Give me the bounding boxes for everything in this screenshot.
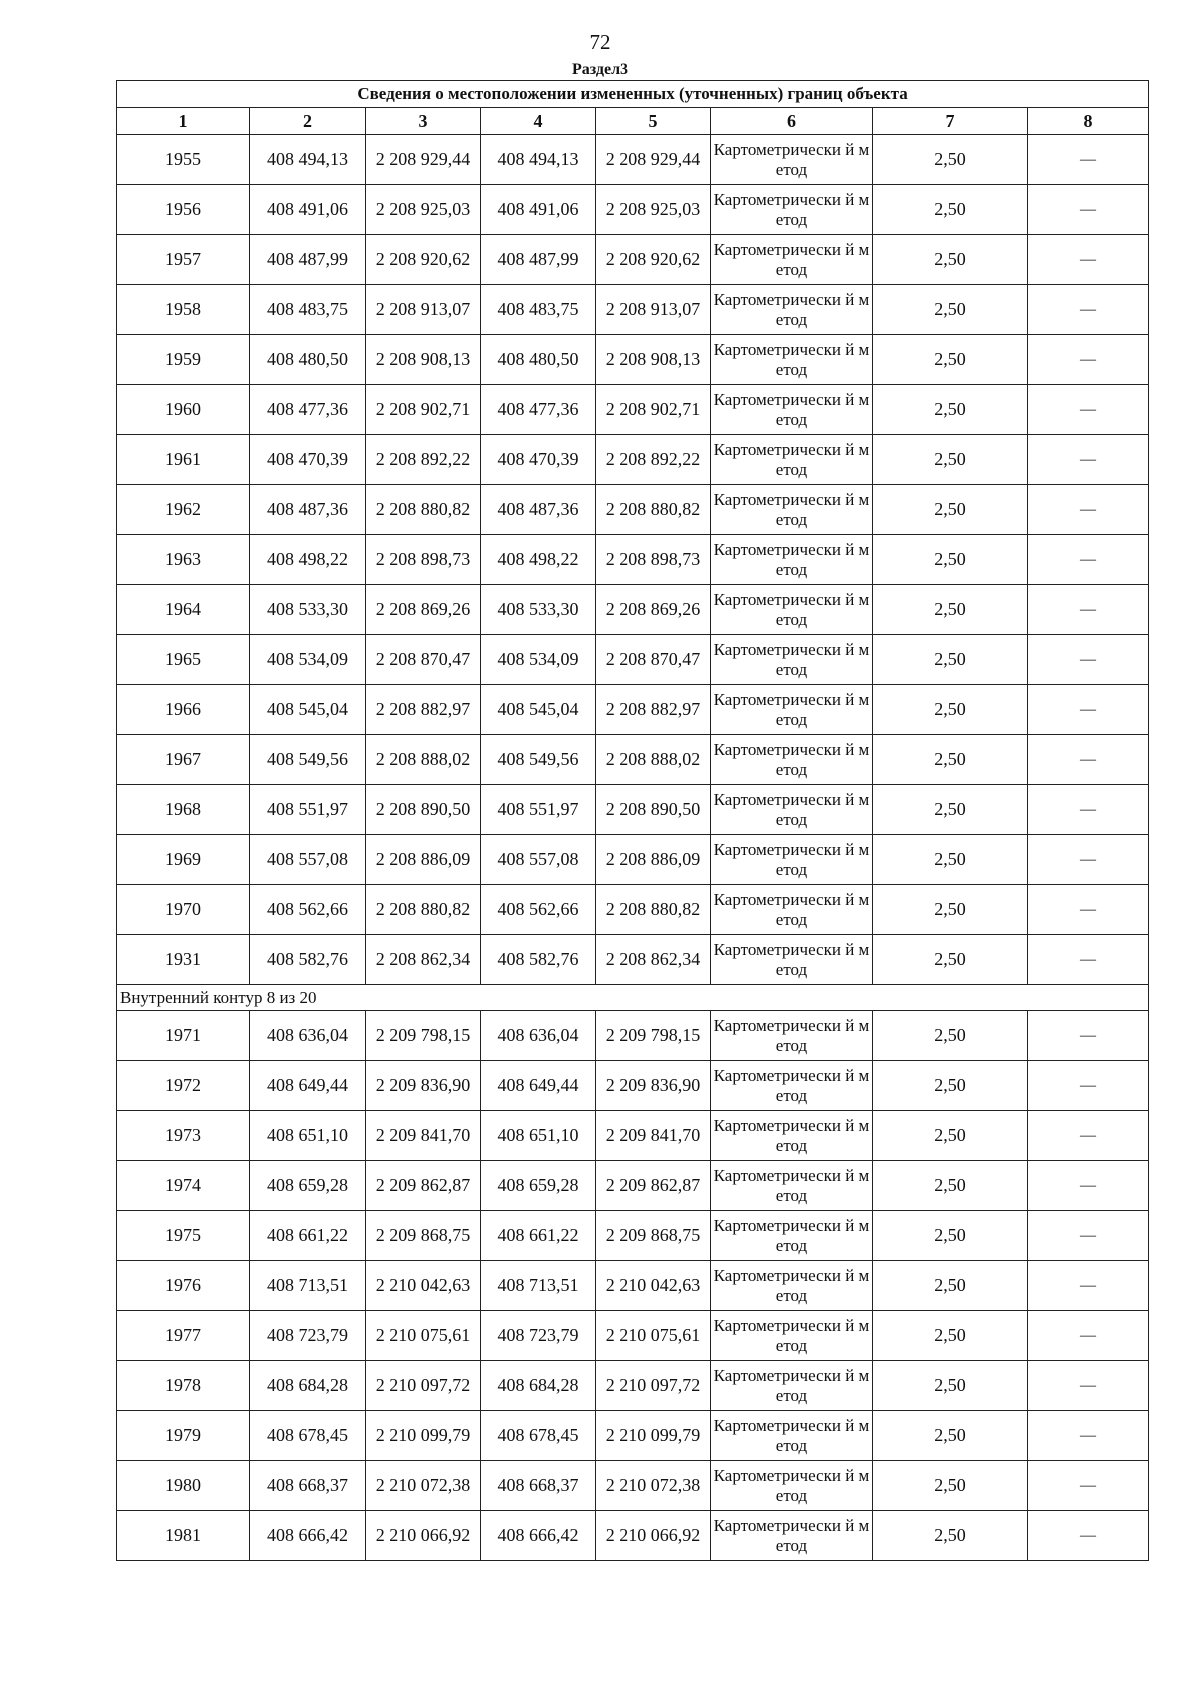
point-number-cell: 1967 <box>117 735 250 785</box>
x-existing-cell: 408 713,51 <box>250 1261 366 1311</box>
accuracy-cell: 2,50 <box>873 1411 1028 1461</box>
y-new-cell: 2 208 882,97 <box>596 685 711 735</box>
y-existing-cell: 2 208 862,34 <box>366 935 481 985</box>
y-existing-cell: 2 208 890,50 <box>366 785 481 835</box>
y-existing-cell: 2 210 066,92 <box>366 1511 481 1561</box>
x-new-cell: 408 487,36 <box>481 485 596 535</box>
table-row <box>117 435 1149 485</box>
table-row <box>117 1411 1149 1461</box>
x-new-cell: 408 483,75 <box>481 285 596 335</box>
y-new-cell: 2 210 075,61 <box>596 1311 711 1361</box>
method-cell: Картометрически й метод <box>711 485 873 535</box>
x-existing-cell: 408 494,13 <box>250 135 366 185</box>
accuracy-cell: 2,50 <box>873 385 1028 435</box>
point-number-cell: 1970 <box>117 885 250 935</box>
y-new-cell: 2 210 099,79 <box>596 1411 711 1461</box>
x-existing-cell: 408 487,99 <box>250 235 366 285</box>
point-number-cell: 1956 <box>117 185 250 235</box>
x-existing-cell: 408 678,45 <box>250 1411 366 1461</box>
x-new-cell: 408 723,79 <box>481 1311 596 1361</box>
description-cell: — <box>1028 735 1149 785</box>
description-cell: — <box>1028 1411 1149 1461</box>
x-new-cell: 408 636,04 <box>481 1011 596 1061</box>
y-new-cell: 2 208 902,71 <box>596 385 711 435</box>
point-number-cell: 1963 <box>117 535 250 585</box>
y-new-cell: 2 208 862,34 <box>596 935 711 985</box>
method-cell: Картометрически й метод <box>711 1011 873 1061</box>
y-existing-cell: 2 208 929,44 <box>366 135 481 185</box>
description-cell: — <box>1028 1511 1149 1561</box>
accuracy-cell: 2,50 <box>873 535 1028 585</box>
y-new-cell: 2 208 898,73 <box>596 535 711 585</box>
y-new-cell: 2 208 913,07 <box>596 285 711 335</box>
y-new-cell: 2 209 862,87 <box>596 1161 711 1211</box>
accuracy-cell: 2,50 <box>873 635 1028 685</box>
column-header: 2 <box>250 108 366 135</box>
table-row <box>117 935 1149 985</box>
y-existing-cell: 2 210 042,63 <box>366 1261 481 1311</box>
x-existing-cell: 408 498,22 <box>250 535 366 585</box>
table-body <box>117 135 1149 1561</box>
point-number-cell: 1977 <box>117 1311 250 1361</box>
y-existing-cell: 2 209 862,87 <box>366 1161 481 1211</box>
x-existing-cell: 408 562,66 <box>250 885 366 935</box>
table-row <box>117 835 1149 885</box>
description-cell: — <box>1028 1461 1149 1511</box>
y-new-cell: 2 209 798,15 <box>596 1011 711 1061</box>
y-new-cell: 2 208 892,22 <box>596 435 711 485</box>
x-new-cell: 408 498,22 <box>481 535 596 585</box>
accuracy-cell: 2,50 <box>873 1061 1028 1111</box>
x-existing-cell: 408 636,04 <box>250 1011 366 1061</box>
page-number: 72 <box>589 30 611 54</box>
x-existing-cell: 408 477,36 <box>250 385 366 435</box>
point-number-cell: 1968 <box>117 785 250 835</box>
y-new-cell: 2 208 869,26 <box>596 585 711 635</box>
accuracy-cell: 2,50 <box>873 235 1028 285</box>
accuracy-cell: 2,50 <box>873 835 1028 885</box>
method-cell: Картометрически й метод <box>711 835 873 885</box>
x-new-cell: 408 562,66 <box>481 885 596 935</box>
y-existing-cell: 2 208 880,82 <box>366 485 481 535</box>
method-cell: Картометрически й метод <box>711 585 873 635</box>
column-header: 4 <box>481 108 596 135</box>
description-cell: — <box>1028 485 1149 535</box>
y-existing-cell: 2 209 868,75 <box>366 1211 481 1261</box>
method-cell: Картометрически й метод <box>711 685 873 735</box>
y-new-cell: 2 208 929,44 <box>596 135 711 185</box>
column-header: 6 <box>711 108 873 135</box>
description-cell: — <box>1028 685 1149 735</box>
description-cell: — <box>1028 1111 1149 1161</box>
y-new-cell: 2 209 868,75 <box>596 1211 711 1261</box>
table-row <box>117 285 1149 335</box>
x-new-cell: 408 666,42 <box>481 1511 596 1561</box>
point-number-cell: 1965 <box>117 635 250 685</box>
y-new-cell: 2 208 908,13 <box>596 335 711 385</box>
point-number-cell: 1964 <box>117 585 250 635</box>
description-cell: — <box>1028 435 1149 485</box>
x-new-cell: 408 678,45 <box>481 1411 596 1461</box>
x-new-cell: 408 480,50 <box>481 335 596 385</box>
point-number-cell: 1957 <box>117 235 250 285</box>
table-row <box>117 585 1149 635</box>
x-new-cell: 408 494,13 <box>481 135 596 185</box>
x-existing-cell: 408 582,76 <box>250 935 366 985</box>
x-new-cell: 408 470,39 <box>481 435 596 485</box>
table-row <box>117 1261 1149 1311</box>
y-existing-cell: 2 209 841,70 <box>366 1111 481 1161</box>
accuracy-cell: 2,50 <box>873 1461 1028 1511</box>
y-new-cell: 2 208 880,82 <box>596 485 711 535</box>
y-new-cell: 2 210 066,92 <box>596 1511 711 1561</box>
y-existing-cell: 2 209 836,90 <box>366 1061 481 1111</box>
x-existing-cell: 408 684,28 <box>250 1361 366 1411</box>
y-new-cell: 2 208 870,47 <box>596 635 711 685</box>
point-number-cell: 1978 <box>117 1361 250 1411</box>
accuracy-cell: 2,50 <box>873 135 1028 185</box>
method-cell: Картометрически й метод <box>711 1061 873 1111</box>
method-cell: Картометрически й метод <box>711 285 873 335</box>
table-row <box>117 1011 1149 1061</box>
description-cell: — <box>1028 135 1149 185</box>
y-new-cell: 2 208 925,03 <box>596 185 711 235</box>
method-cell: Картометрически й метод <box>711 1261 873 1311</box>
accuracy-cell: 2,50 <box>873 1511 1028 1561</box>
description-cell: — <box>1028 835 1149 885</box>
x-existing-cell: 408 470,39 <box>250 435 366 485</box>
y-existing-cell: 2 208 913,07 <box>366 285 481 335</box>
x-new-cell: 408 491,06 <box>481 185 596 235</box>
x-new-cell: 408 534,09 <box>481 635 596 685</box>
table-row <box>117 685 1149 735</box>
y-existing-cell: 2 208 886,09 <box>366 835 481 885</box>
table-row <box>117 735 1149 785</box>
method-cell: Картометрически й метод <box>711 1161 873 1211</box>
description-cell: — <box>1028 1061 1149 1111</box>
x-existing-cell: 408 651,10 <box>250 1111 366 1161</box>
column-header: 7 <box>873 108 1028 135</box>
y-existing-cell: 2 210 099,79 <box>366 1411 481 1461</box>
point-number-cell: 1975 <box>117 1211 250 1261</box>
point-number-cell: 1959 <box>117 335 250 385</box>
x-existing-cell: 408 487,36 <box>250 485 366 535</box>
table-row <box>117 535 1149 585</box>
y-existing-cell: 2 210 097,72 <box>366 1361 481 1411</box>
accuracy-cell: 2,50 <box>873 285 1028 335</box>
table-row <box>117 1061 1149 1111</box>
table-row <box>117 1211 1149 1261</box>
y-existing-cell: 2 208 888,02 <box>366 735 481 785</box>
point-number-cell: 1981 <box>117 1511 250 1561</box>
point-number-cell: 1974 <box>117 1161 250 1211</box>
table-caption: Сведения о местоположении измененных (уточненных) границ объекта <box>117 81 1149 108</box>
description-cell: — <box>1028 185 1149 235</box>
description-cell: — <box>1028 1211 1149 1261</box>
description-cell: — <box>1028 785 1149 835</box>
point-number-cell: 1969 <box>117 835 250 885</box>
table-caption-row <box>117 81 1149 108</box>
table-row <box>117 1511 1149 1561</box>
accuracy-cell: 2,50 <box>873 585 1028 635</box>
y-existing-cell: 2 210 075,61 <box>366 1311 481 1361</box>
table-row <box>117 235 1149 285</box>
x-new-cell: 408 533,30 <box>481 585 596 635</box>
point-number-cell: 1979 <box>117 1411 250 1461</box>
x-new-cell: 408 557,08 <box>481 835 596 885</box>
accuracy-cell: 2,50 <box>873 885 1028 935</box>
accuracy-cell: 2,50 <box>873 1261 1028 1311</box>
point-number-cell: 1966 <box>117 685 250 735</box>
x-existing-cell: 408 557,08 <box>250 835 366 885</box>
y-new-cell: 2 210 072,38 <box>596 1461 711 1511</box>
accuracy-cell: 2,50 <box>873 735 1028 785</box>
accuracy-cell: 2,50 <box>873 1161 1028 1211</box>
y-new-cell: 2 208 920,62 <box>596 235 711 285</box>
point-number-cell: 1931 <box>117 935 250 985</box>
method-cell: Картометрически й метод <box>711 735 873 785</box>
y-existing-cell: 2 208 908,13 <box>366 335 481 385</box>
method-cell: Картометрически й метод <box>711 1411 873 1461</box>
x-existing-cell: 408 649,44 <box>250 1061 366 1111</box>
x-existing-cell: 408 480,50 <box>250 335 366 385</box>
description-cell: — <box>1028 335 1149 385</box>
x-new-cell: 408 582,76 <box>481 935 596 985</box>
description-cell: — <box>1028 385 1149 435</box>
y-existing-cell: 2 209 798,15 <box>366 1011 481 1061</box>
method-cell: Картометрически й метод <box>711 635 873 685</box>
x-existing-cell: 408 545,04 <box>250 685 366 735</box>
y-existing-cell: 2 208 870,47 <box>366 635 481 685</box>
point-number-cell: 1973 <box>117 1111 250 1161</box>
point-number-cell: 1955 <box>117 135 250 185</box>
y-existing-cell: 2 210 072,38 <box>366 1461 481 1511</box>
x-existing-cell: 408 661,22 <box>250 1211 366 1261</box>
y-new-cell: 2 210 097,72 <box>596 1361 711 1411</box>
x-new-cell: 408 649,44 <box>481 1061 596 1111</box>
coordinates-table <box>116 80 1149 1561</box>
point-number-cell: 1976 <box>117 1261 250 1311</box>
column-header: 5 <box>596 108 711 135</box>
accuracy-cell: 2,50 <box>873 785 1028 835</box>
method-cell: Картометрически й метод <box>711 185 873 235</box>
y-existing-cell: 2 208 925,03 <box>366 185 481 235</box>
x-new-cell: 408 713,51 <box>481 1261 596 1311</box>
column-header-row <box>117 108 1149 135</box>
x-existing-cell: 408 533,30 <box>250 585 366 635</box>
description-cell: — <box>1028 1261 1149 1311</box>
y-new-cell: 2 210 042,63 <box>596 1261 711 1311</box>
accuracy-cell: 2,50 <box>873 1111 1028 1161</box>
description-cell: — <box>1028 1161 1149 1211</box>
table-row <box>117 135 1149 185</box>
x-new-cell: 408 651,10 <box>481 1111 596 1161</box>
contour-row <box>117 985 1149 1011</box>
description-cell: — <box>1028 285 1149 335</box>
description-cell: — <box>1028 585 1149 635</box>
description-cell: — <box>1028 1311 1149 1361</box>
x-existing-cell: 408 666,42 <box>250 1511 366 1561</box>
x-new-cell: 408 487,99 <box>481 235 596 285</box>
table-row <box>117 335 1149 385</box>
x-existing-cell: 408 551,97 <box>250 785 366 835</box>
point-number-cell: 1958 <box>117 285 250 335</box>
description-cell: — <box>1028 535 1149 585</box>
point-number-cell: 1980 <box>117 1461 250 1511</box>
x-existing-cell: 408 723,79 <box>250 1311 366 1361</box>
description-cell: — <box>1028 935 1149 985</box>
description-cell: — <box>1028 885 1149 935</box>
table-row <box>117 485 1149 535</box>
method-cell: Картометрически й метод <box>711 885 873 935</box>
accuracy-cell: 2,50 <box>873 1011 1028 1061</box>
section-title: Раздел3 <box>571 61 629 78</box>
method-cell: Картометрически й метод <box>711 135 873 185</box>
y-existing-cell: 2 208 880,82 <box>366 885 481 935</box>
table-row <box>117 1461 1149 1511</box>
x-new-cell: 408 477,36 <box>481 385 596 435</box>
y-existing-cell: 2 208 898,73 <box>366 535 481 585</box>
table-row <box>117 1311 1149 1361</box>
column-header: 3 <box>366 108 481 135</box>
table-row <box>117 1361 1149 1411</box>
table-row <box>117 635 1149 685</box>
x-new-cell: 408 545,04 <box>481 685 596 735</box>
column-header: 8 <box>1028 108 1149 135</box>
y-new-cell: 2 208 880,82 <box>596 885 711 935</box>
method-cell: Картометрически й метод <box>711 535 873 585</box>
table-row <box>117 785 1149 835</box>
accuracy-cell: 2,50 <box>873 335 1028 385</box>
method-cell: Картометрически й метод <box>711 1111 873 1161</box>
x-existing-cell: 408 483,75 <box>250 285 366 335</box>
y-existing-cell: 2 208 869,26 <box>366 585 481 635</box>
description-cell: — <box>1028 635 1149 685</box>
accuracy-cell: 2,50 <box>873 1311 1028 1361</box>
table-row <box>117 1111 1149 1161</box>
x-new-cell: 408 549,56 <box>481 735 596 785</box>
y-existing-cell: 2 208 892,22 <box>366 435 481 485</box>
y-existing-cell: 2 208 882,97 <box>366 685 481 735</box>
x-new-cell: 408 661,22 <box>481 1211 596 1261</box>
y-new-cell: 2 208 886,09 <box>596 835 711 885</box>
accuracy-cell: 2,50 <box>873 935 1028 985</box>
x-existing-cell: 408 534,09 <box>250 635 366 685</box>
point-number-cell: 1960 <box>117 385 250 435</box>
x-existing-cell: 408 668,37 <box>250 1461 366 1511</box>
description-cell: — <box>1028 1011 1149 1061</box>
point-number-cell: 1962 <box>117 485 250 535</box>
method-cell: Картометрически й метод <box>711 785 873 835</box>
table-row <box>117 185 1149 235</box>
x-existing-cell: 408 659,28 <box>250 1161 366 1211</box>
accuracy-cell: 2,50 <box>873 485 1028 535</box>
point-number-cell: 1971 <box>117 1011 250 1061</box>
x-new-cell: 408 684,28 <box>481 1361 596 1411</box>
method-cell: Картометрически й метод <box>711 935 873 985</box>
method-cell: Картометрически й метод <box>711 1211 873 1261</box>
column-header: 1 <box>117 108 250 135</box>
accuracy-cell: 2,50 <box>873 1361 1028 1411</box>
method-cell: Картометрически й метод <box>711 235 873 285</box>
method-cell: Картометрически й метод <box>711 1361 873 1411</box>
y-new-cell: 2 209 841,70 <box>596 1111 711 1161</box>
table-row <box>117 385 1149 435</box>
method-cell: Картометрически й метод <box>711 335 873 385</box>
table-row <box>117 1161 1149 1211</box>
accuracy-cell: 2,50 <box>873 685 1028 735</box>
table-row <box>117 885 1149 935</box>
x-new-cell: 408 551,97 <box>481 785 596 835</box>
y-new-cell: 2 208 888,02 <box>596 735 711 785</box>
x-new-cell: 408 659,28 <box>481 1161 596 1211</box>
y-new-cell: 2 209 836,90 <box>596 1061 711 1111</box>
accuracy-cell: 2,50 <box>873 185 1028 235</box>
x-existing-cell: 408 491,06 <box>250 185 366 235</box>
accuracy-cell: 2,50 <box>873 1211 1028 1261</box>
method-cell: Картометрически й метод <box>711 1511 873 1561</box>
method-cell: Картометрически й метод <box>711 1461 873 1511</box>
point-number-cell: 1961 <box>117 435 250 485</box>
x-new-cell: 408 668,37 <box>481 1461 596 1511</box>
method-cell: Картометрически й метод <box>711 385 873 435</box>
point-number-cell: 1972 <box>117 1061 250 1111</box>
description-cell: — <box>1028 1361 1149 1411</box>
method-cell: Картометрически й метод <box>711 435 873 485</box>
method-cell: Картометрически й метод <box>711 1311 873 1361</box>
y-new-cell: 2 208 890,50 <box>596 785 711 835</box>
y-existing-cell: 2 208 902,71 <box>366 385 481 435</box>
description-cell: — <box>1028 235 1149 285</box>
accuracy-cell: 2,50 <box>873 435 1028 485</box>
y-existing-cell: 2 208 920,62 <box>366 235 481 285</box>
contour-label: Внутренний контур 8 из 20 <box>117 985 1149 1011</box>
x-existing-cell: 408 549,56 <box>250 735 366 785</box>
